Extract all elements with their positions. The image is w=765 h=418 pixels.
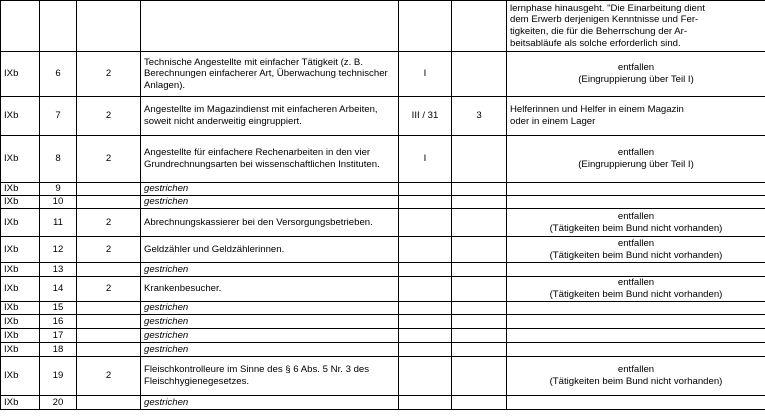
cell-level bbox=[452, 277, 507, 302]
cell-description: Fleischkontrolleure im Sinne des § 6 Abs. 5 Nr. 3 des Fleischhygienegesetzes. bbox=[141, 357, 399, 396]
cell-group: IXb bbox=[1, 329, 40, 343]
cell-part bbox=[77, 315, 141, 329]
cell-pay-group bbox=[399, 315, 452, 329]
cell-pay-group bbox=[399, 302, 452, 315]
cell-part: 2 bbox=[77, 97, 141, 136]
table-row bbox=[1, 1, 765, 52]
cell-pay-group bbox=[399, 1, 452, 52]
cell-number: 10 bbox=[40, 196, 77, 209]
cell-note bbox=[507, 209, 765, 237]
cell-level bbox=[452, 263, 507, 277]
cell-number: 7 bbox=[40, 97, 77, 136]
note-line: entfallen bbox=[617, 364, 655, 376]
cell-number: 19 bbox=[40, 357, 77, 396]
table-row bbox=[1, 277, 765, 302]
cell-level bbox=[452, 52, 507, 97]
cell-note bbox=[507, 52, 765, 97]
cell-group bbox=[1, 1, 40, 52]
note-line: Helferinnen und Helfer in einem Magazin bbox=[510, 104, 684, 116]
cell-part: 2 bbox=[77, 357, 141, 396]
cell-note bbox=[507, 136, 765, 183]
cell-group: IXb bbox=[1, 136, 40, 183]
table-row bbox=[1, 396, 765, 410]
cell-part: 2 bbox=[77, 52, 141, 97]
cell-part: 2 bbox=[77, 209, 141, 237]
cell-level bbox=[452, 357, 507, 396]
cell-level bbox=[452, 196, 507, 209]
cell-number: 16 bbox=[40, 315, 77, 329]
note-line: entfallen bbox=[617, 62, 655, 74]
cell-pay-group bbox=[399, 277, 452, 302]
table-row bbox=[1, 329, 765, 343]
cell-description: Krankenbesucher. bbox=[141, 277, 399, 302]
cell-description: Angestellte für einfachere Rechenarbeiten in den vier Grundrechnungsarten bei wissenschaftlichen Instituten. bbox=[141, 136, 399, 183]
note-line: oder in einem Lager bbox=[510, 116, 596, 127]
cell-group: IXb bbox=[1, 343, 40, 357]
cell-note bbox=[507, 277, 765, 302]
cell-group: IXb bbox=[1, 97, 40, 136]
cell-part: 2 bbox=[77, 277, 141, 302]
cell-level bbox=[452, 343, 507, 357]
cell-group: IXb bbox=[1, 357, 40, 396]
cell-level bbox=[452, 302, 507, 315]
cell-description bbox=[141, 1, 399, 52]
cell-part bbox=[77, 302, 141, 315]
cell-number bbox=[40, 1, 77, 52]
cell-pay-group bbox=[399, 196, 452, 209]
cell-group: IXb bbox=[1, 302, 40, 315]
cell-number: 12 bbox=[40, 237, 77, 263]
table-row bbox=[1, 97, 765, 136]
cell-note bbox=[507, 396, 765, 410]
cell-note bbox=[507, 343, 765, 357]
cell-group: IXb bbox=[1, 237, 40, 263]
cell-group: IXb bbox=[1, 209, 40, 237]
table-row bbox=[1, 237, 765, 263]
cell-pay-group bbox=[399, 263, 452, 277]
cell-number: 9 bbox=[40, 183, 77, 196]
table-body bbox=[1, 1, 765, 410]
cell-pay-group bbox=[399, 183, 452, 196]
cell-number: 14 bbox=[40, 277, 77, 302]
cell-description: gestrichen bbox=[141, 343, 399, 357]
cell-number: 17 bbox=[40, 329, 77, 343]
table-row bbox=[1, 263, 765, 277]
note-line: (Tätigkeiten beim Bund nicht vorhanden) bbox=[549, 376, 723, 387]
note-line: (Tätigkeiten beim Bund nicht vorhanden) bbox=[549, 249, 723, 261]
cell-part bbox=[77, 183, 141, 196]
cell-level: 3 bbox=[452, 97, 507, 136]
cell-pay-group: I bbox=[399, 52, 452, 97]
table-row bbox=[1, 315, 765, 329]
cell-description: gestrichen bbox=[141, 263, 399, 277]
cell-part bbox=[77, 1, 141, 52]
cell-note bbox=[507, 1, 765, 52]
cell-note bbox=[507, 97, 765, 136]
note-line: lernphase hinausgeht. "Die Einarbeitung dient bbox=[510, 2, 705, 14]
cell-part bbox=[77, 329, 141, 343]
cell-number: 13 bbox=[40, 263, 77, 277]
note-line: beitsabläufe als solche erforderlich sind. bbox=[510, 37, 681, 49]
note-line: dem Erwerb derjenigen Kenntnisse und Fer- bbox=[510, 14, 699, 26]
cell-group: IXb bbox=[1, 315, 40, 329]
note-line: entfallen bbox=[617, 277, 655, 289]
cell-note bbox=[507, 237, 765, 263]
cell-description: gestrichen bbox=[141, 183, 399, 196]
note-line: tigkeiten, die für die Beherrschung der Ar- bbox=[510, 26, 688, 37]
table-row bbox=[1, 357, 765, 396]
cell-part bbox=[77, 343, 141, 357]
cell-pay-group bbox=[399, 357, 452, 396]
cell-group: IXb bbox=[1, 52, 40, 97]
cell-group: IXb bbox=[1, 396, 40, 410]
cell-description: Abrechnungskassierer bei den Versorgungsbetrieben. bbox=[141, 209, 399, 237]
cell-number: 18 bbox=[40, 343, 77, 357]
cell-pay-group: III / 31 bbox=[399, 97, 452, 136]
cell-description: gestrichen bbox=[141, 396, 399, 410]
cell-part: 2 bbox=[77, 237, 141, 263]
cell-number: 20 bbox=[40, 396, 77, 410]
cell-level bbox=[452, 396, 507, 410]
cell-part bbox=[77, 396, 141, 410]
cell-note bbox=[507, 302, 765, 315]
cell-description: Angestellte im Magazindienst mit einfacheren Arbeiten, soweit nicht anderweitig eingruppiert. bbox=[141, 97, 399, 136]
table-row bbox=[1, 52, 765, 97]
cell-description: gestrichen bbox=[141, 196, 399, 209]
cell-number: 11 bbox=[40, 209, 77, 237]
cell-group: IXb bbox=[1, 263, 40, 277]
table-row bbox=[1, 196, 765, 209]
cell-pay-group: I bbox=[399, 136, 452, 183]
cell-description: Technische Angestellte mit einfacher Tätigkeit (z. B. Berechnungen einfacherer Art, Überwachung technischer Anlagen). bbox=[141, 52, 399, 97]
cell-part bbox=[77, 196, 141, 209]
table-row bbox=[1, 302, 765, 315]
note-line: (Tätigkeiten beim Bund nicht vorhanden) bbox=[549, 222, 723, 234]
table-row bbox=[1, 343, 765, 357]
table-row bbox=[1, 209, 765, 237]
cell-number: 8 bbox=[40, 136, 77, 183]
cell-level bbox=[452, 183, 507, 196]
table-row bbox=[1, 183, 765, 196]
cell-note bbox=[507, 183, 765, 196]
cell-group: IXb bbox=[1, 183, 40, 196]
note-line: entfallen bbox=[617, 210, 655, 222]
note-line: entfallen bbox=[617, 237, 655, 249]
cell-note bbox=[507, 357, 765, 396]
cell-level bbox=[452, 209, 507, 237]
cell-part bbox=[77, 263, 141, 277]
cell-pay-group bbox=[399, 209, 452, 237]
cell-group: IXb bbox=[1, 196, 40, 209]
cell-pay-group bbox=[399, 343, 452, 357]
cell-note bbox=[507, 329, 765, 343]
note-line: entfallen bbox=[617, 147, 655, 159]
cell-description: gestrichen bbox=[141, 329, 399, 343]
cell-pay-group bbox=[399, 396, 452, 410]
cell-number: 15 bbox=[40, 302, 77, 315]
cell-number: 6 bbox=[40, 52, 77, 97]
note-line: (Eingruppierung über Teil I) bbox=[578, 74, 694, 85]
cell-pay-group bbox=[399, 329, 452, 343]
table-row bbox=[1, 136, 765, 183]
cell-level bbox=[452, 329, 507, 343]
cell-pay-group bbox=[399, 237, 452, 263]
cell-note bbox=[507, 263, 765, 277]
cell-level bbox=[452, 315, 507, 329]
cell-note bbox=[507, 196, 765, 209]
cell-description: gestrichen bbox=[141, 302, 399, 315]
cell-level bbox=[452, 136, 507, 183]
note-line: (Eingruppierung über Teil I) bbox=[578, 159, 694, 170]
cell-part: 2 bbox=[77, 136, 141, 183]
cell-description: gestrichen bbox=[141, 315, 399, 329]
cell-note bbox=[507, 315, 765, 329]
cell-level bbox=[452, 237, 507, 263]
cell-description: Geldzähler und Geldzählerinnen. bbox=[141, 237, 399, 263]
note-line: (Tätigkeiten beim Bund nicht vorhanden) bbox=[549, 289, 723, 300]
cell-level bbox=[452, 1, 507, 52]
cell-group: IXb bbox=[1, 277, 40, 302]
